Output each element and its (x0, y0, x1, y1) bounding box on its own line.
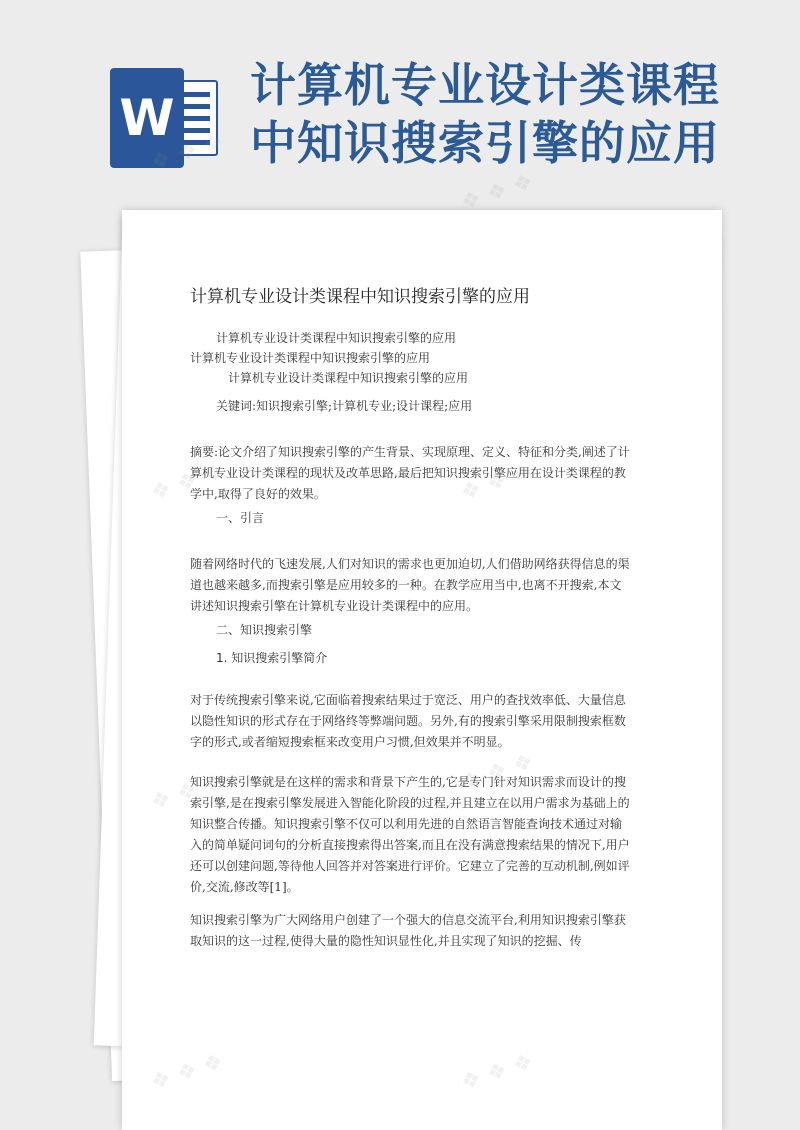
banner-title-line-2: 中知识搜索引擎的应用 (250, 116, 720, 170)
subtitle-line-1: 计算机专业设计类课程中知识搜索引擎的应用 (216, 331, 457, 345)
banner-title-line-1: 计算机专业设计类课程 (250, 58, 720, 112)
section-heading-introduction: 一、引言 (216, 511, 265, 525)
banner (0, 0, 800, 200)
subtitle-line-2: 计算机专业设计类课程中知识搜索引擎的应用 (190, 351, 431, 365)
document-content (122, 210, 722, 1130)
keywords: 关键词:知识搜索引擎;计算机专业;设计课程;应用 (216, 399, 473, 413)
word-logo-letter: W (110, 68, 184, 168)
subtitle-line-3: 计算机专业设计类课程中知识搜索引擎的应用 (228, 371, 469, 385)
paragraph-knowledge-search-engine: 知识搜索引擎就是在这样的需求和背景下产生的,它是专门针对知识需求而设计的搜索引擎,是在搜索引擎发展进入智能化阶段的过程,并且建立在以用户需求为基础上的知识整合传播。知识搜索引擎不仅可以利用先进的自然语言智能查询技术通过对输入的简单疑问词句的分析直接搜索得出答案,而且在没有满意搜索结果的情况下,用户还可以创建问题,等待他人回答并对答案进行评价。它建立了完善的互动机制,例如评价,交流,修改等[1]。 (190, 775, 630, 894)
subsection-heading-intro: 1. 知识搜索引擎简介 (216, 651, 328, 665)
section-heading-knowledge-search: 二、知识搜索引擎 (216, 623, 313, 637)
paragraph-traditional-search: 对于传统搜索引擎来说,它面临着搜索结果过于宽泛、用户的查找效率低、大量信息以隐性知识的形式存在于网络终等弊端问题。另外,有的搜索引擎采用限制搜索框数字的形式,或者缩短搜索框来改变用户习惯,但效果并不明显。 (190, 693, 626, 749)
document-page (122, 210, 722, 1130)
introduction-paragraph: 随着网络时代的飞速发展,人们对知识的需求也更加迫切,人们借助网络获得信息的渠道也越来越多,而搜索引擎是应用较多的一种。在教学应用当中,也离不开搜索,本文讲述知识搜索引擎在计算机专业设计类课程中的应用。 (190, 557, 630, 613)
banner-title (250, 56, 770, 172)
abstract-paragraph: 摘要:论文介绍了知识搜索引擎的产生背景、实现原理、定义、特征和分类,阐述了计算机专业设计类课程的现状及改革思路,最后把知识搜索引擎应用在设计类课程的教学中,取得了良好的效果。 (190, 445, 630, 501)
paragraph-platform: 知识搜索引擎为广大网络用户创建了一个强大的信息交流平台,利用知识搜索引擎获取知识的这一过程,使得大量的隐性知识显性化,并且实现了知识的挖掘、传 (190, 913, 626, 948)
word-icon (110, 68, 220, 168)
watermark-mark: ❖ ❖ ❖ (457, 169, 537, 216)
document-title: 计算机专业设计类课程中知识搜索引擎的应用 (190, 287, 530, 307)
